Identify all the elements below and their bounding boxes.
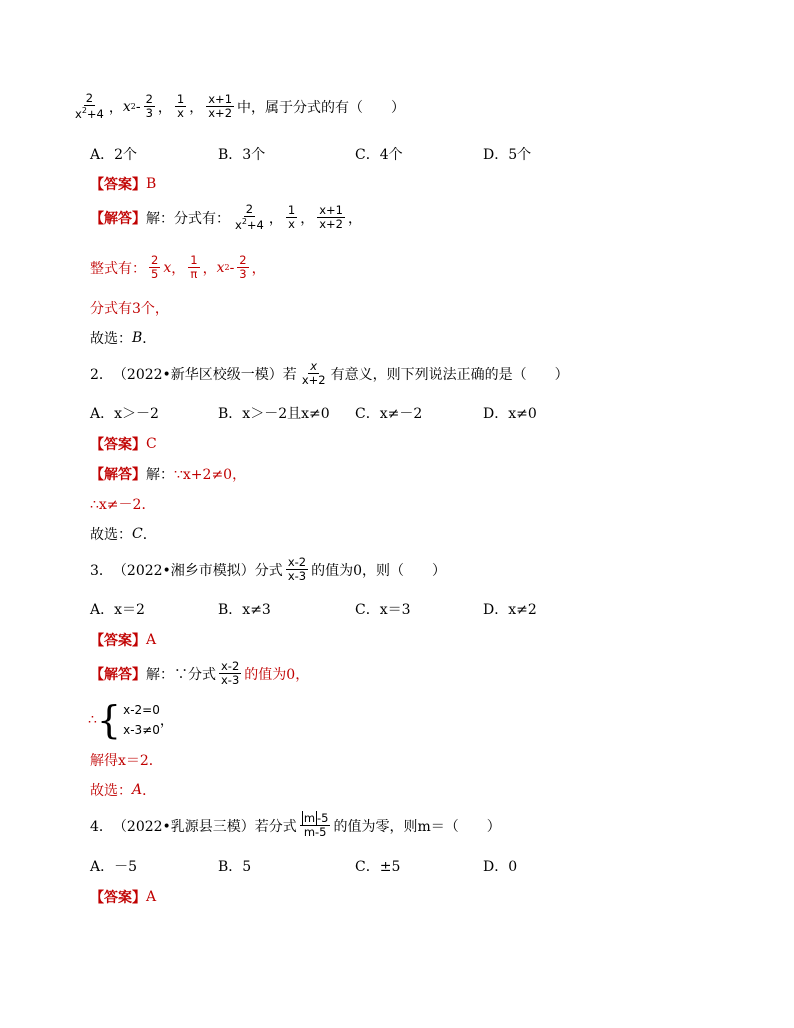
fraction: $\frac{x-2}{x-3}$: [287, 555, 307, 584]
fraction: $\frac{2}{x^2+4}$: [235, 202, 264, 233]
option-c: C．±5: [355, 859, 401, 875]
q1-solution: 【解答】 解：分式有： $\frac{2}{x^2+4}$ ， $\frac{1}{x}$ ， $\frac{x+1}{x+2}$ ，: [90, 202, 362, 233]
q2-therefore: ∴x≠－2．: [90, 497, 156, 513]
fraction: $\frac{2}{3}$: [239, 253, 247, 282]
q3-solution: 【解答】 解：∵分式 $\frac{x-2}{x-3}$ 的值为0，: [90, 659, 310, 688]
option-b: B．x≠3: [218, 602, 271, 618]
q1-integral: 整式有： $\frac{2}{5}$ x ， $\frac{1}{\pi}$ ， x 2 - $\frac{2}{3}$ ，: [90, 253, 266, 282]
option-c: C．x≠－2: [355, 406, 423, 422]
q4-answer: 【答案】 A: [90, 889, 157, 906]
q3-solve: 解得x＝2．: [90, 753, 163, 769]
q2-choose: 故选： C ．: [90, 526, 157, 543]
fraction: $\frac{x-2}{x-3}$: [221, 659, 240, 688]
fraction: $\frac{1}{x}$: [176, 92, 185, 121]
q3-answer: 【答案】 A: [90, 632, 157, 649]
fraction: $\frac{2}{5}$: [151, 253, 159, 282]
option-c: C．x＝3: [355, 602, 411, 618]
fraction: $\frac{1}{x}$: [287, 203, 296, 232]
option-b: B．3个: [218, 147, 266, 163]
question-text: 中，属于分式的有（ ）: [237, 99, 406, 116]
fraction: $\frac{2}{x^2+4}$: [75, 91, 104, 122]
q1-answer: 【答案】 B: [90, 176, 157, 193]
option-a: A．x＝2: [90, 602, 145, 618]
system-row: x-3≠0: [123, 723, 160, 737]
option-d: D．x≠0: [483, 406, 537, 422]
q3-choose: 故选： A ．: [90, 782, 157, 799]
option-a: A．2个: [90, 147, 138, 163]
option-d: D．0: [483, 859, 518, 875]
q1-stem: $\frac{2}{x^2+4}$ ， x 2 - $\frac{2}{3}$ ， $\frac{1}{x}$ ， $\frac{x+1}{x+2}$ 中，属于分式的有（ ）: [75, 91, 406, 122]
option-b: B．x＞－2且x≠0: [218, 406, 330, 422]
fraction: $\frac{x+1}{x+2}$: [208, 92, 233, 121]
option-c: C．4个: [355, 147, 403, 163]
q1-choose: 故选： B ．: [90, 330, 157, 347]
system-row: x-2=0: [123, 703, 160, 717]
q1-count: 分式有3个，: [90, 301, 169, 317]
fraction: $\frac{1}{\pi}$: [190, 253, 198, 282]
q2-answer: 【答案】 C: [90, 436, 157, 453]
option-d: D．5个: [483, 147, 532, 163]
q3-system: ∴ { x-2=0 x-3≠0 ，: [88, 698, 174, 742]
q4-stem: 4． （2022•乳源县三模）若分式 $\frac{m -5}{m-5}$ 的值为零，则m＝（ ）: [90, 811, 501, 840]
q3-stem: 3． （2022•湘乡市模拟）分式 $\frac{x-2}{x-3}$ 的值为0，则（ ）: [90, 555, 447, 584]
left-brace: {: [96, 698, 122, 742]
option-a: A．x＞－2: [90, 406, 159, 422]
option-d: D．x≠2: [483, 602, 537, 618]
fraction: $\frac{x+1}{x+2}$: [319, 203, 343, 232]
q2-solution: 【解答】 解： ∵x+2≠0，: [90, 467, 247, 483]
q2-stem: 2． （2022•新华区校级一模）若 $\frac{x}{x+2}$ 有意义，则下列说法正确的是（ ）: [90, 359, 569, 388]
option-b: B．5: [218, 859, 252, 875]
fraction: $\frac{2}{3}$: [145, 92, 153, 121]
fraction: $\frac{m -5}{m-5}$: [300, 812, 331, 839]
fraction: $\frac{x}{x+2}$: [301, 359, 326, 388]
option-a: A．－5: [90, 859, 138, 875]
